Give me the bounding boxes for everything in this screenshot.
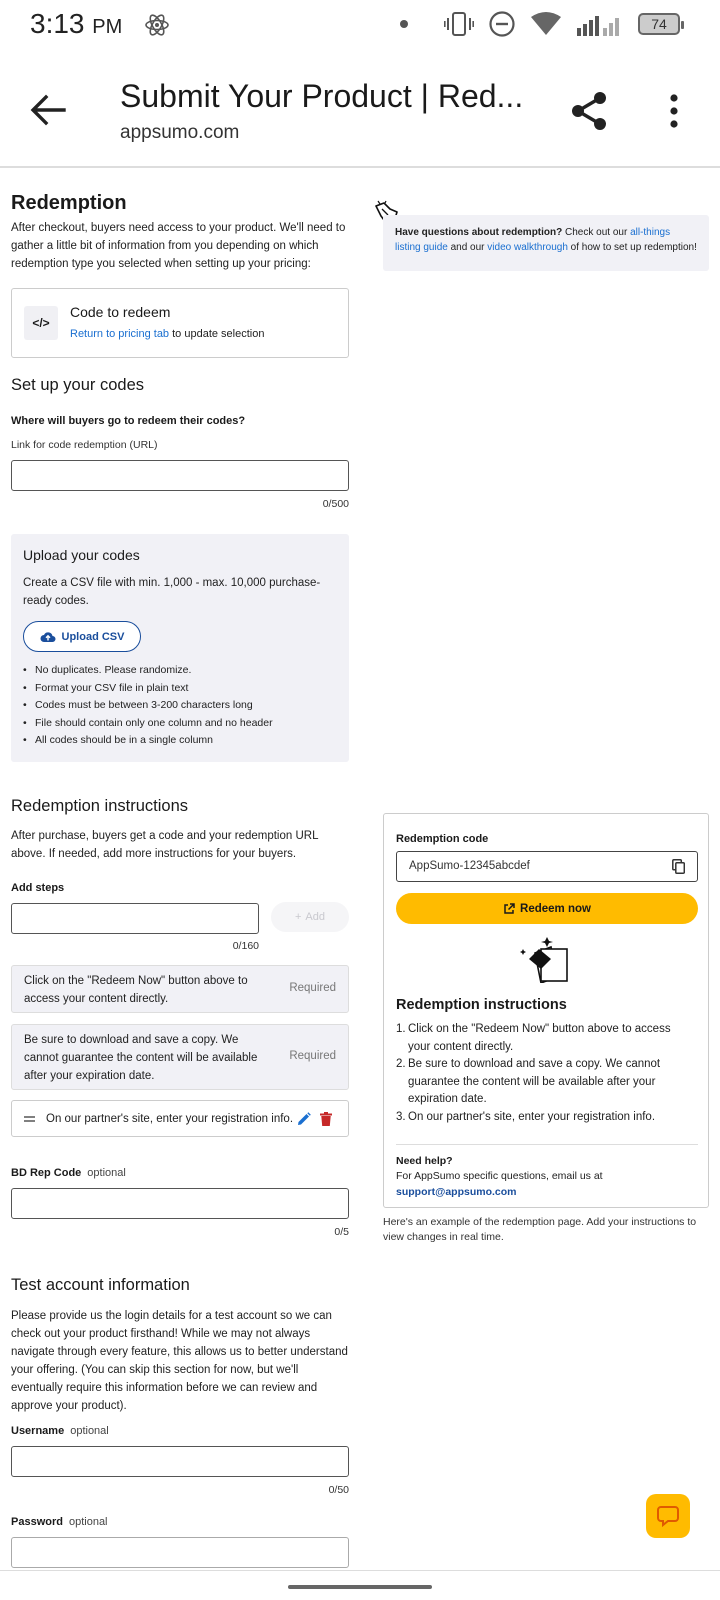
redemption-url-counter: 0/500 [322,498,349,510]
need-help-title: Need help? [396,1155,453,1167]
redemption-type-card [11,288,349,358]
bd-rep-label: BD Rep Code optional [11,1167,126,1179]
home-gesture-handle[interactable] [288,1585,432,1589]
react-icon [144,12,170,38]
upload-codes-heading: Upload your codes [23,547,140,563]
required-badge: Required [289,982,336,994]
list-item: • File should contain only one column and no header [23,715,273,733]
add-step-button[interactable]: + Add [271,902,349,932]
redeem-location-question: Where will buyers go to redeem their codes? [11,415,246,427]
share-icon[interactable] [568,90,610,132]
browser-toolbar [0,50,720,168]
help-box-text: Have questions about redemption? Check out our all-things listing guide and our video walkthrough of how to set up redemption! [395,227,697,253]
status-bar [0,0,720,50]
cloud-upload-icon [40,631,56,643]
preview-code-field: AppSumo-12345abcdef [396,851,698,882]
page-title[interactable]: Submit Your Product | Red... [120,78,524,114]
external-link-icon [503,903,515,915]
do-not-disturb-icon [488,10,516,38]
signal-icon [576,12,624,36]
need-help-text: For AppSumo specific questions, email us at [396,1170,603,1182]
help-box [383,215,709,271]
setup-codes-heading: Set up your codes [11,376,144,394]
redemption-type-note: Return to pricing tab to update selection [70,328,265,340]
page-content [0,170,720,1570]
redemption-intro: After checkout, buyers need access to your product. We'll need to gather a little bit of information from you depending on which redemption type you selected when setting up your pricing: [11,222,346,270]
preview-instructions-heading: Redemption instructions [396,997,567,1013]
list-item: • Format your CSV file in plain text [23,680,273,698]
redemption-url-input[interactable] [11,460,349,491]
list-item: • No duplicates. Please randomize. [23,662,273,680]
upload-rules-list [23,662,273,750]
instruction-step-custom: On our partner's site, enter your registration info. [11,1100,349,1137]
redemption-url-label: Link for code redemption (URL) [11,439,158,451]
redemption-instructions-intro: After purchase, buyers get a code and your redemption URL above. If needed, add more instructions for your buyers. [11,830,319,860]
add-step-input[interactable] [11,903,259,934]
documents-illustration-icon [517,935,573,983]
back-arrow-icon[interactable] [28,90,68,130]
copy-icon[interactable] [672,859,685,874]
username-input[interactable] [11,1446,349,1477]
video-walkthrough-link[interactable]: video walkthrough [487,242,568,253]
list-item: 2. Be sure to download and save a copy. We cannot guarantee the content will be available after your expiration date. [396,1058,661,1105]
preview-divider [396,1144,698,1145]
upload-codes-panel [11,534,349,762]
add-step-counter: 0/160 [232,940,259,952]
redemption-type-title: Code to redeem [70,304,171,320]
form-column [11,170,349,1570]
upload-csv-button[interactable]: Upload CSV [23,621,141,652]
bd-rep-counter: 0/5 [334,1226,349,1238]
vibrate-icon [444,11,474,37]
edit-pencil-icon[interactable] [297,1112,311,1126]
list-item: 3. On our partner's site, enter your registration info. [396,1110,656,1123]
instruction-step-required: Click on the "Redeem Now" button above to access your content directly. Required [11,965,349,1013]
wifi-icon [530,11,562,37]
redemption-instructions-heading: Redemption instructions [11,797,189,815]
list-item: 1. Click on the "Redeem Now" button above to access your content directly. [396,1023,671,1053]
preview-steps-list [396,1021,696,1126]
redemption-heading: Redemption [11,192,127,214]
drag-handle-icon[interactable] [24,1115,35,1123]
password-input[interactable] [11,1537,349,1568]
system-nav-bar [0,1570,720,1600]
listing-guide-link[interactable]: all-things listing guide [395,227,671,253]
password-label: Password optional [11,1516,108,1528]
username-counter: 0/50 [328,1484,349,1496]
plus-icon: + [294,911,302,923]
page-url[interactable]: appsumo.com [120,122,240,143]
redemption-preview-card [383,813,709,1208]
chat-support-button[interactable] [646,1494,690,1538]
username-label: Username optional [11,1425,109,1437]
delete-trash-icon[interactable] [320,1112,332,1126]
test-account-desc: Please provide us the login details for a test account so we can check out your product firsthand! While we may not always navigate through every feature, this allows us to better understand your offering. (You can skip this section for now, but we'll eventually require this information before we can review and approve your product). [11,1310,348,1412]
upload-codes-desc: Create a CSV file with min. 1,000 - max. 10,000 purchase-ready codes. [23,577,321,607]
list-item: • Codes must be between 3-200 characters long [23,697,273,715]
bd-rep-input[interactable] [11,1188,349,1219]
notification-dot-icon [400,20,408,28]
preview-caption: Here's an example of the redemption page. Add your instructions to view changes in real time. [383,1216,697,1243]
test-account-heading: Test account information [11,1276,190,1294]
battery-icon: 74 [638,13,680,35]
return-to-pricing-link[interactable]: Return to pricing tab [70,328,170,340]
more-options-icon[interactable] [662,92,686,132]
sidebar-column [383,170,709,1570]
instruction-step-required: Be sure to download and save a copy. We cannot guarantee the content will be available after your expiration date. Required [11,1024,349,1090]
required-badge: Required [289,1050,336,1062]
chat-bubble-icon [656,1504,680,1528]
add-steps-label: Add steps [11,882,65,894]
support-email-link[interactable]: support@appsumo.com [396,1186,517,1198]
preview-code-label: Redemption code [396,833,489,845]
redeem-now-button[interactable]: Redeem now [396,893,698,924]
list-item: • All codes should be in a single column [23,732,273,750]
code-icon: </> [24,306,58,340]
status-time: 3:13 PM [30,8,123,39]
